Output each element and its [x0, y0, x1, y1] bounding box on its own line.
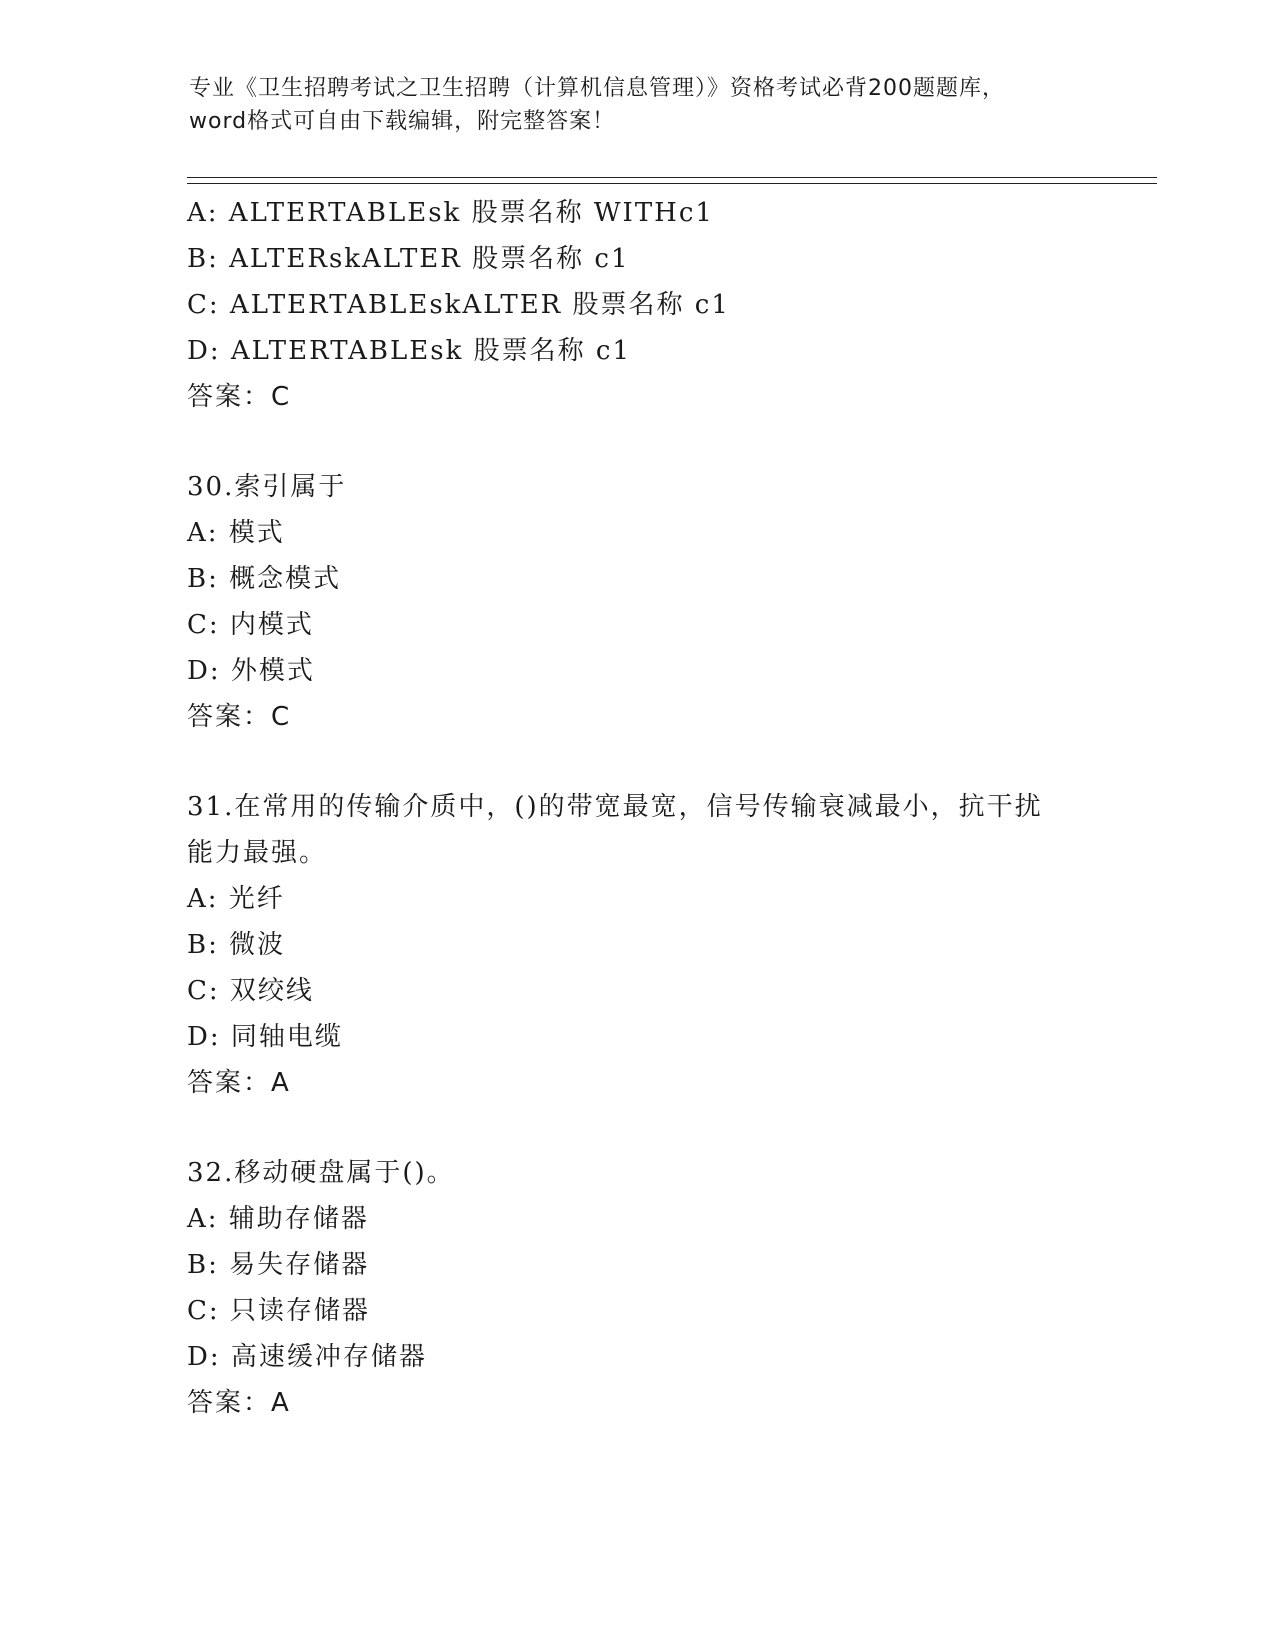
question-text-line-2: 能力最强。: [187, 838, 328, 868]
question-list: [187, 190, 1087, 1426]
option-d: D: 高速缓冲存储器: [187, 1342, 427, 1372]
option-a: A: ALTERTABLEsk 股票名称 WITHc1: [187, 198, 714, 228]
answer-line: 答案：A: [187, 1068, 291, 1098]
option-a: A: 辅助存储器: [187, 1204, 369, 1234]
question-block-31: [187, 784, 1087, 1106]
question-block-29: [187, 190, 1087, 420]
header-divider-bottom: [187, 183, 1157, 184]
question-text-line-1: 31.在常用的传输介质中，()的带宽最宽，信号传输衰减最小，抗干扰: [187, 792, 1043, 822]
option-c: C: 只读存储器: [187, 1296, 370, 1326]
option-b: B: 概念模式: [187, 564, 342, 594]
document-header: [189, 72, 1089, 138]
option-a: A: 光纤: [187, 884, 285, 914]
option-b: B: 易失存储器: [187, 1250, 370, 1280]
option-c: C: 双绞线: [187, 976, 314, 1006]
spacer: [187, 420, 1087, 464]
option-d: D: 外模式: [187, 656, 315, 686]
header-divider-top: [187, 177, 1157, 178]
option-c: C: ALTERTABLEskALTER 股票名称 c1: [187, 290, 730, 320]
question-text: 30.索引属于: [187, 472, 347, 502]
option-a: A: 模式: [187, 518, 285, 548]
question-block-30: [187, 464, 1087, 740]
header-title-line-2: word格式可自由下载编辑，附完整答案！: [189, 109, 616, 134]
question-text: 32.移动硬盘属于()。: [187, 1158, 455, 1188]
header-title-line-1: 专业《卫生招聘考试之卫生招聘（计算机信息管理）》资格考试必背200题题库，: [189, 76, 1005, 101]
question-block-32: [187, 1150, 1087, 1426]
option-b: B: ALTERskALTER 股票名称 c1: [187, 244, 630, 274]
spacer: [187, 1106, 1087, 1150]
option-d: D: ALTERTABLEsk 股票名称 c1: [187, 336, 632, 366]
answer-line: 答案：C: [187, 702, 292, 732]
answer-line: 答案：A: [187, 1388, 291, 1418]
spacer: [187, 740, 1087, 784]
option-b: B: 微波: [187, 930, 286, 960]
option-d: D: 同轴电缆: [187, 1022, 343, 1052]
answer-line: 答案：C: [187, 382, 292, 412]
option-c: C: 内模式: [187, 610, 314, 640]
